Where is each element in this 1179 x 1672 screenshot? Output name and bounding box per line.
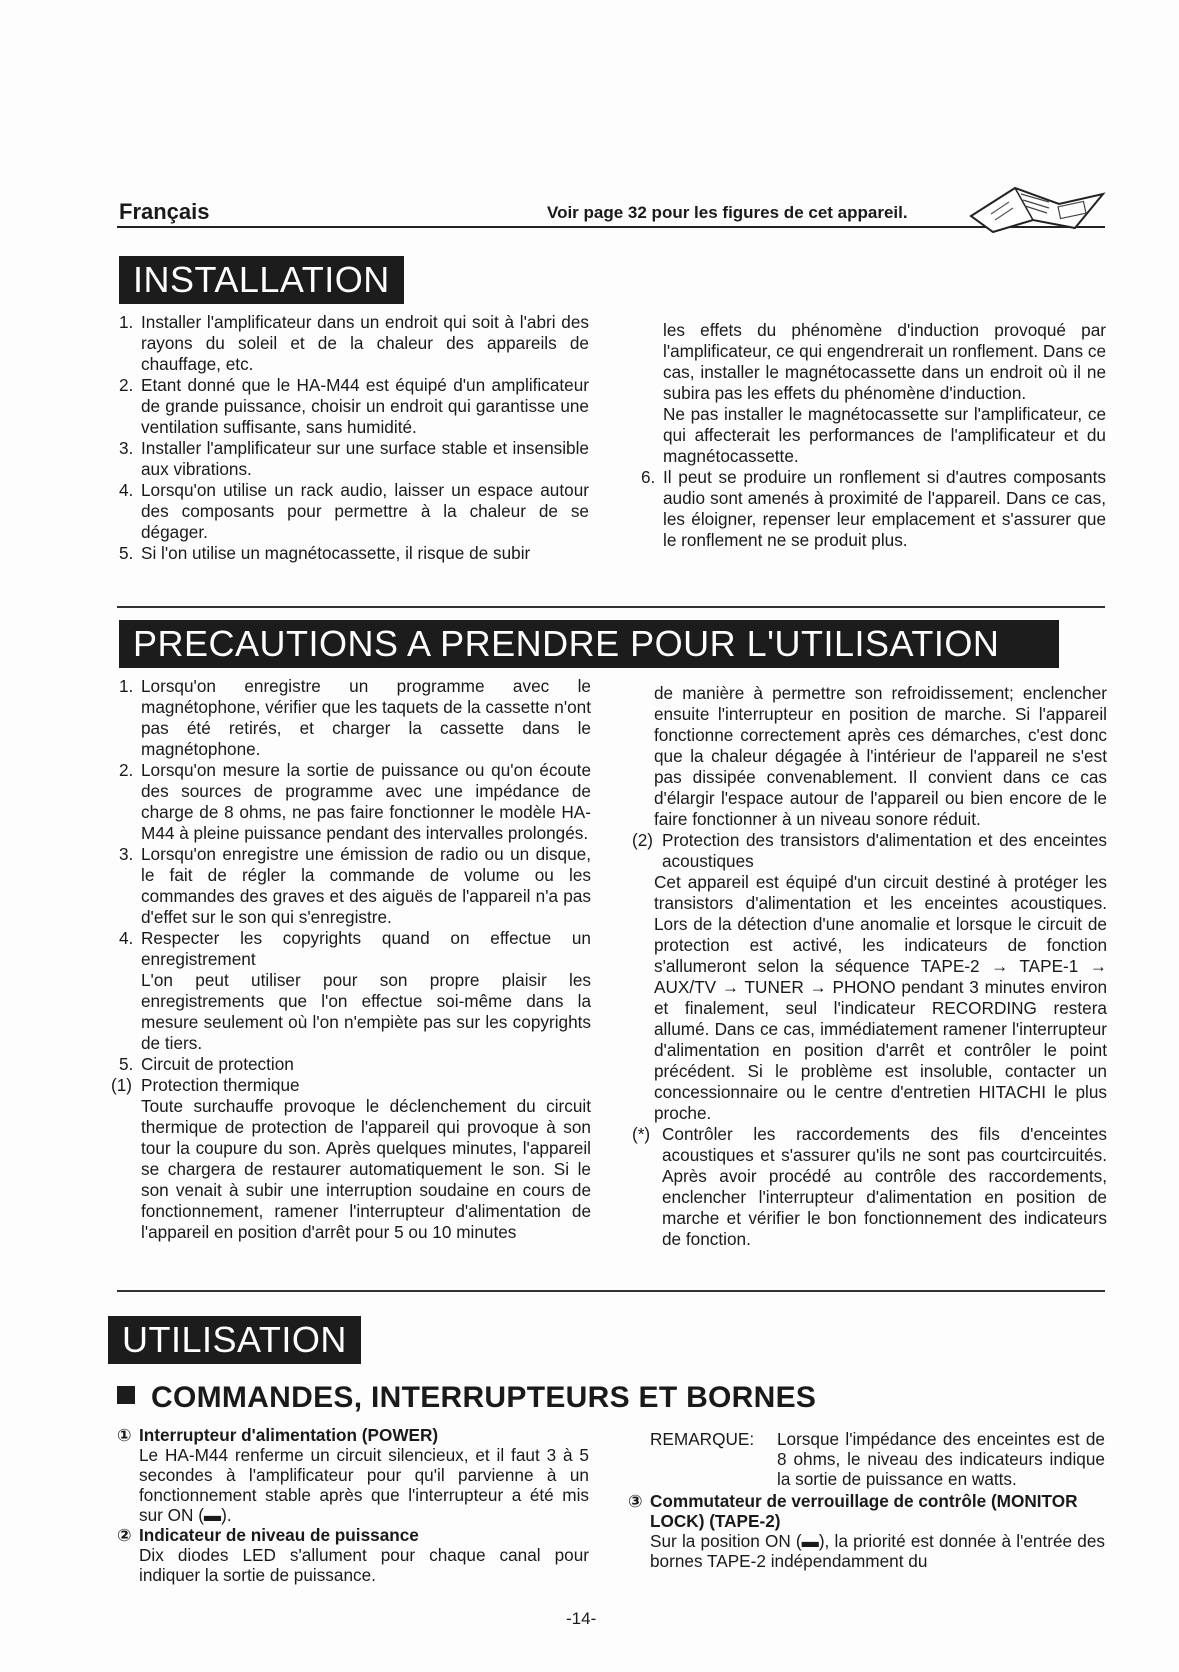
- section-rule: [117, 606, 1105, 608]
- precaution-item-1: 1. Lorsqu'on enregistre un programme avec le magnétophone, vérifier que les taquets de la cassette n'ont pas été retirés, et charger la cassette dans le magnétophone.: [119, 676, 591, 759]
- page-number: -14-: [566, 1609, 597, 1628]
- figure-reference: Voir page 32 pour les figures de cet appareil.: [547, 203, 908, 222]
- installation-item-5-continued: les effets du phénomène d'induction provoqué par l'amplificateur, ce qui engendrerait un ronflement. Dans ce cas, installer le magnétocassette dans un endroit où il ne subira pas les effets du phénomène d'induction. Ne pas installer le magnétocassette sur l'amplificateur, ce qui affecterait les performances de l'amplificateur et du magnétocassette.: [663, 320, 1106, 466]
- booklet-illustration-icon: [963, 168, 1113, 234]
- precaution-item-3: 3. Lorsqu'on enregistre une émission de radio ou un disque, le fait de régler la commande de volume ou les commandes des graves et des aiguës de l'appareil n'a pas d'effet sur le son qui s'enregistre.: [119, 844, 591, 927]
- installation-item-3: 3. Installer l'amplificateur sur une surface stable et insensible aux vibrations.: [119, 438, 589, 479]
- header-rule: [117, 226, 1105, 228]
- monitor-lock-heading: ③ Commutateur de verrouillage de contrôle (MONITOR LOCK) (TAPE-2): [628, 1491, 1078, 1531]
- precaution-item-4: 4. Respecter les copyrights quand on effectue un enregistrement L'on peut utiliser pour son propre plaisir les enregistrements que l'on effectue soi-même dans la mesure seulement où l'on n'empiète pas sur les copyrights de tiers.: [119, 928, 591, 1053]
- power-switch-heading: ① Interrupteur d'alimentation (POWER): [117, 1425, 439, 1445]
- thermal-protection-body: Toute surchauffe provoque le déclenchement du circuit thermique de protection de l'appareil qui provoque à son tour la coupure du son. Après quelques minutes, l'appareil se chargera de restaurer automatiquement le son. Si le son venait à subir une interruption soudaine en cours de fonctionnement, ramener l'interrupteur d'alimentation de l'appareil en position d'arrêt pour 5 ou 10 minutes: [141, 1096, 591, 1242]
- precautions-banner: PRECAUTIONS A PRENDRE POUR L'UTILISATION: [119, 620, 1059, 668]
- installation-item-6: 6. Il peut se produire un ronflement si d'autres composants audio sont amenés à proximité de l'appareil. Dans ce cas, les éloigner, repenser leur emplacement et s'assurer que le ronflement ne se produit plus.: [641, 467, 1106, 550]
- transistor-protection: (2) Protection des transistors d'alimentation et des enceintes acoustiques: [632, 830, 1107, 871]
- thermal-protection: (1) Protection thermique: [111, 1075, 300, 1095]
- installation-item-4: 4. Lorsqu'on utilise un rack audio, laisser un espace autour des composants pour permettre à la chaleur de se dégager.: [119, 480, 589, 542]
- installation-item-5: 5. Si l'on utilise un magnétocassette, il risque de subir: [119, 543, 531, 563]
- installation-left-column: [119, 312, 589, 564]
- controls-right-column: [628, 1429, 1105, 1571]
- power-level-indicator-heading: ② Indicateur de niveau de puissance: [117, 1525, 419, 1545]
- language-label: Français: [119, 199, 210, 224]
- section-rule: [117, 1290, 1105, 1292]
- installation-banner: INSTALLATION: [119, 256, 404, 304]
- precaution-item-2: 2. Lorsqu'on mesure la sortie de puissance ou qu'on écoute des sources de programme avec une impédance de charge de 8 ohms, ne pas faire fonctionner le modèle HA-M44 à pleine puissance pendant des intervalles prolongés.: [119, 760, 591, 843]
- transistor-protection-body: Cet appareil est équipé d'un circuit destiné à protéger les transistors d'alimentation et les enceintes acoustiques. Lors de la détection d'une anomalie et lorsque le circuit de protection est activé, les indicateurs de fonction s'allumeront selon la séquence TAPE-2 → TAPE-1 → AUX/TV → TUNER → PHONO pendant 3 minutes environ et finalement, seul l'indicateur RECORDING restera allumé. Dans ce cas, immédiatement ramener l'interrupteur d'alimentation en position d'arrêt et contrôler le point précédent. Si le problème est insoluble, contacter un concessionnaire ou le centre d'entretien HITACHI le plus proche.: [654, 872, 1107, 1123]
- utilisation-banner: UTILISATION: [108, 1316, 361, 1364]
- installation-right-column: [641, 320, 1106, 551]
- installation-item-2: 2. Etant donné que le HA-M44 est équipé d'un amplificateur de grande puissance, choisir un endroit qui garantisse une ventilation suffisante, sans humidité.: [119, 375, 589, 437]
- controls-section-title: COMMANDES, INTERRUPTEURS ET BORNES: [117, 1381, 816, 1415]
- remark-note: REMARQUE: Lorsque l'impédance des enceintes est de 8 ohms, le niveau des indicateurs indique la sortie de puissance en watts.: [650, 1429, 1105, 1489]
- power-switch-description: Le HA-M44 renferme un circuit silencieux, et il faut 3 à 5 secondes à l'amplificateur pour qu'il parvienne à un fonctionnement stable après que l'interrupteur a été mis sur ON (▬).: [139, 1445, 589, 1525]
- speaker-check-note: (*) Contrôler les raccordements des fils d'enceintes acoustiques et s'assurer qu'ils ne sont pas courtcircuités. Après avoir procédé au contrôle des raccordements, enclencher l'interrupteur d'alimentation en position de marche et vérifier le bon fonctionnement des indicateurs de fonction.: [632, 1124, 1107, 1249]
- installation-item-1: 1. Installer l'amplificateur dans un endroit qui soit à l'abri des rayons du soleil et de la chaleur des appareils de chauffage, etc.: [119, 312, 589, 374]
- precaution-item-5: 5. Circuit de protection: [119, 1054, 294, 1074]
- precautions-left-column: [111, 676, 591, 1243]
- monitor-lock-description: Sur la position ON (▬), la priorité est donnée à l'entrée des bornes TAPE-2 indépendamment du: [650, 1531, 1105, 1571]
- controls-left-column: [117, 1425, 589, 1585]
- bullet-square-icon: [117, 1386, 135, 1404]
- precautions-right-column: [632, 683, 1107, 1250]
- thermal-protection-continued: de manière à permettre son refroidissement; enclencher ensuite l'interrupteur en position de marche. Si l'appareil fonctionne correctement après ces démarches, c'est donc que la chaleur dégagée à l'intérieur de l'appareil ne s'est pas dissipée convenablement. Il convient dans ce cas d'élargir l'espace autour de l'appareil ou bien encore de le faire fonctionner à un niveau sonore réduit.: [654, 683, 1107, 829]
- power-level-indicator-description: Dix diodes LED s'allument pour chaque canal pour indiquer la sortie de puissance.: [139, 1545, 589, 1585]
